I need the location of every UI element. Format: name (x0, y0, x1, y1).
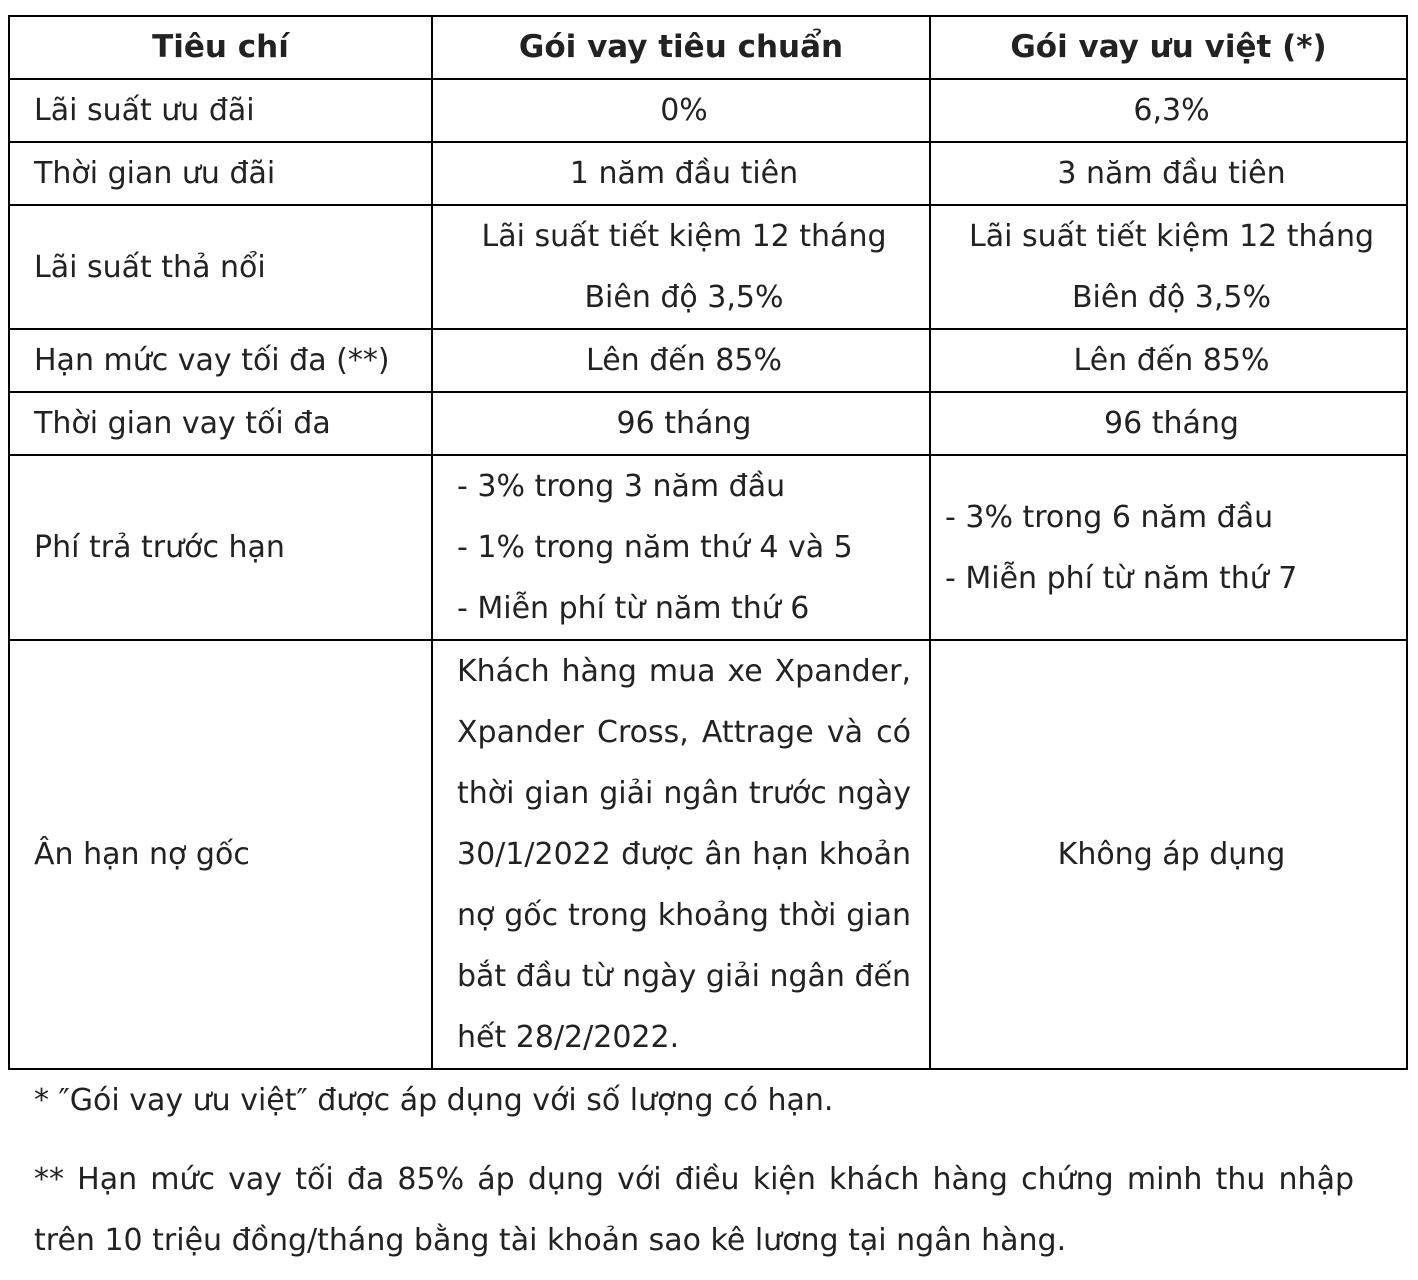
standard-value-cell: 96 tháng (432, 392, 930, 455)
value-line: Biên độ 3,5% (1071, 280, 1272, 315)
table-row (9, 640, 1407, 1069)
table-row (9, 142, 1407, 205)
list-item: - 1% trong năm thứ 4 và 5 (457, 530, 853, 565)
table-row (9, 205, 1407, 329)
premium-value-cell: Không áp dụng (930, 640, 1407, 1069)
table-row (9, 455, 1407, 640)
table-row (9, 79, 1407, 142)
table-row (9, 392, 1407, 455)
list-item: - 3% trong 6 năm đầu (945, 499, 1274, 535)
table-row (9, 329, 1407, 392)
premium-value-cell: 96 tháng (930, 392, 1407, 455)
premium-value-cell (930, 205, 1407, 329)
criterion-cell: Hạn mức vay tối đa (**) (9, 329, 432, 392)
standard-value-cell: 1 năm đầu tiên (432, 142, 930, 205)
premium-value-cell: 3 năm đầu tiên (930, 142, 1407, 205)
standard-value-cell (432, 455, 930, 640)
standard-value-cell: Lên đến 85% (432, 329, 930, 392)
loan-comparison-table (8, 15, 1408, 1070)
footnotes (34, 1070, 1354, 1271)
criterion-cell: Thời gian vay tối đa (9, 392, 432, 455)
header-standard-package: Gói vay tiêu chuẩn (432, 16, 930, 79)
premium-value-cell: 6,3% (930, 79, 1407, 142)
header-premium-package: Gói vay ưu việt (*) (930, 16, 1407, 79)
list-item: - Miễn phí từ năm thứ 6 (457, 591, 810, 626)
table-header-row (9, 16, 1407, 79)
value-line: Biên độ 3,5% (584, 280, 784, 315)
criterion-cell: Thời gian ưu đãi (9, 142, 432, 205)
footnote-premium-limited: * ″Gói vay ưu việt″ được áp dụng với số lượng có hạn. (34, 1083, 834, 1118)
loan-comparison-document (8, 15, 1406, 1070)
criterion-cell: Lãi suất ưu đãi (9, 79, 432, 142)
criterion-cell: Phí trả trước hạn (9, 455, 432, 640)
criterion-cell: Lãi suất thả nổi (9, 205, 432, 329)
premium-value-cell (930, 455, 1407, 640)
standard-value-cell: Khách hàng mua xe Xpander, Xpander Cross, Attrage và có thời gian giải ngân trước ngày 30/1/2022 được ân hạn khoản nợ gốc trong khoảng thời gian bắt đầu từ ngày giải ngân đến hết 28/2/2022. (432, 640, 930, 1069)
list-item: - 3% trong 3 năm đầu (457, 469, 786, 504)
standard-value-cell: 0% (432, 79, 930, 142)
value-line: Lãi suất tiết kiệm 12 tháng (969, 219, 1374, 254)
standard-value-cell (432, 205, 930, 329)
header-criterion: Tiêu chí (9, 16, 432, 79)
criterion-cell: Ân hạn nợ gốc (9, 640, 432, 1069)
footnote-loan-limit-condition: ** Hạn mức vay tối đa 85% áp dụng với điều kiện khách hàng chứng minh thu nhập trên 10 triệu đồng/tháng bằng tài khoản sao kê lương tại ngân hàng. (34, 1162, 1354, 1258)
premium-value-cell: Lên đến 85% (930, 329, 1407, 392)
list-item: - Miễn phí từ năm thứ 7 (945, 560, 1298, 596)
value-line: Lãi suất tiết kiệm 12 tháng (481, 219, 887, 254)
